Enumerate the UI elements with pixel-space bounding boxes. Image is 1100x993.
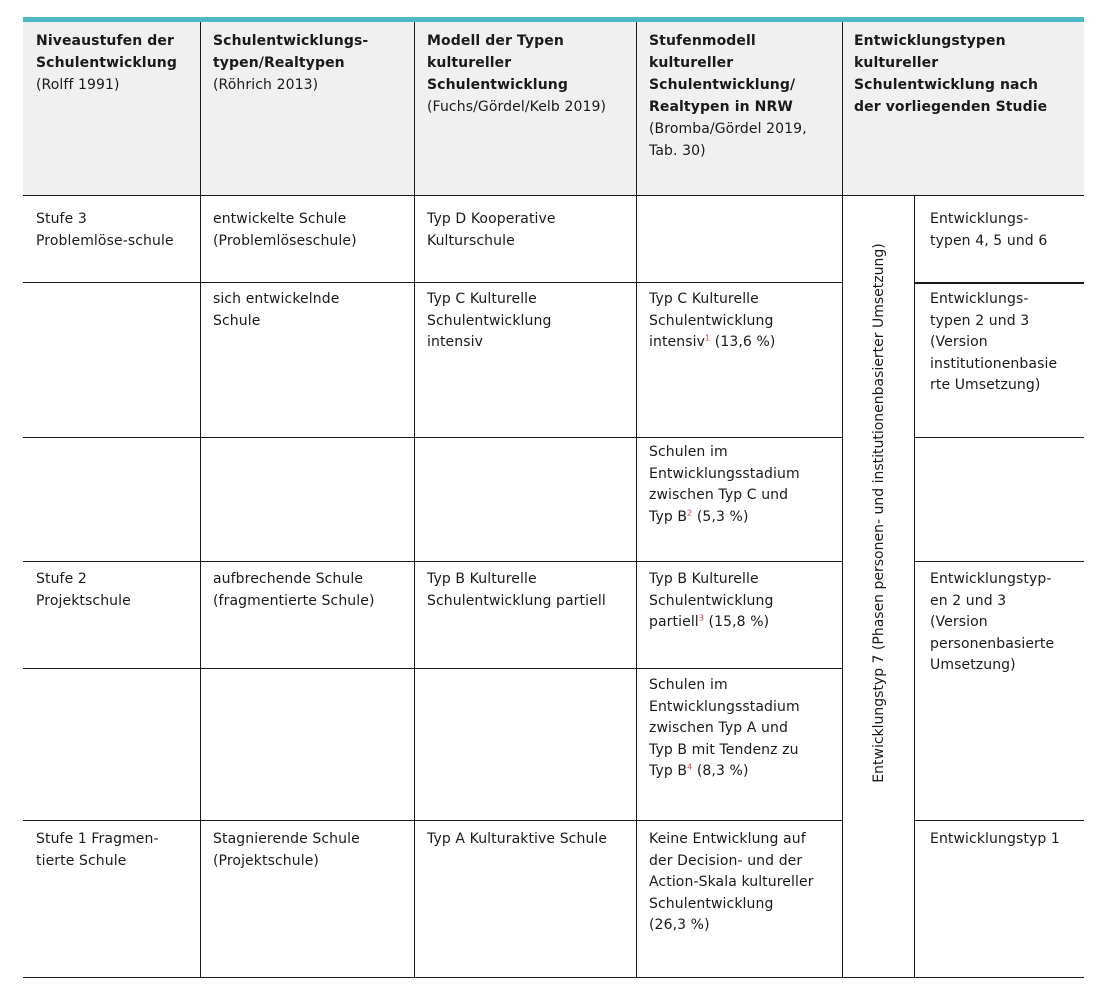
row-rule-3-right	[914, 561, 1084, 562]
header-col5-title: Entwicklungstypen kultureller Schulentwicklung nach der vorliegenden Studie	[854, 33, 1048, 115]
col-rule-2	[414, 22, 415, 977]
header-col-modell-typen	[427, 30, 632, 118]
footnote-marker: 3	[698, 613, 704, 623]
header-col-entwicklungstypen	[854, 30, 1080, 118]
table-row-2-col3: Typ C Kulturelle Schulentwicklung intensiv	[427, 291, 552, 350]
table-row-6-col1: Stufe 1 Fragmen- tierte Schule	[36, 831, 159, 869]
row-rule-1	[23, 282, 843, 283]
footnote-marker: 4	[687, 762, 693, 772]
header-col3-source: (Fuchs/Gördel/Kelb 2019)	[427, 99, 607, 115]
header-col-stufenmodell	[649, 30, 839, 162]
col-rule-1	[200, 22, 201, 977]
table-row-5-col4: Schulen im Entwicklungsstadium zwischen Typ A und Typ B mit Tendenz zu Typ B$^4$ (8,3 %)	[649, 677, 800, 779]
row-rule-1-right	[914, 282, 1084, 284]
table-row-2-col2: sich entwickelnde Schule	[213, 291, 340, 329]
table-row-1-col3: Typ D Kooperative Kulturschule	[427, 211, 556, 249]
table-row-6-col2: Stagnierende Schule (Projektschule)	[213, 831, 360, 869]
table-row-4-col1: Stufe 2 Projektschule	[36, 571, 131, 609]
table-row-6-col3: Typ A Kulturaktive Schule	[427, 831, 608, 847]
footnote-marker: 1	[705, 333, 711, 343]
table-row-4-col6: Entwicklungstyp- en 2 und 3 (Version personenbasierte Umsetzung)	[930, 571, 1055, 673]
header-bottom-rule	[23, 195, 1084, 196]
table-row-1-col1: Stufe 3 Problemlöse-schule	[36, 211, 174, 249]
header-col1-source: (Rolff 1991)	[36, 77, 120, 93]
row-rule-4	[23, 668, 843, 669]
vertical-label-entwicklungstyp-7: Entwicklungstyp 7 (Phasen personen- und institutionenbasierter Umsetzung)	[871, 242, 887, 783]
col-rule-5	[914, 195, 915, 977]
row-rule-5-right	[914, 820, 1084, 821]
table-row-1-col6: Entwicklungs- typen 4, 5 und 6	[930, 211, 1048, 249]
row-rule-2	[23, 437, 843, 438]
table-row-1-col2: entwickelte Schule (Problemlöseschule)	[213, 211, 357, 249]
header-col2-title: Schulentwicklungs- typen/Realtypen	[213, 33, 369, 71]
table-row-2-col4: Typ C Kulturelle Schulentwicklung intensiv$^1$ (13,6 %)	[649, 291, 776, 350]
header-col4-source: (Bromba/Gördel 2019, Tab. 30)	[649, 121, 807, 159]
vertical-label-cell	[845, 205, 913, 820]
row-rule-2-right	[914, 437, 1084, 438]
table-row-2-col6: Entwicklungs- typen 2 und 3 (Version institutionenbasie rte Umsetzung)	[930, 291, 1058, 393]
table-row-6-col6: Entwicklungstyp 1	[930, 831, 1060, 847]
row-rule-3	[23, 561, 843, 562]
header-col-niveaustufen	[36, 30, 196, 96]
table-row-4-col4: Typ B Kulturelle Schulentwicklung partiell$^3$ (15,8 %)	[649, 571, 774, 630]
table-row-6-col4: Keine Entwicklung auf der Decision- und der Action-Skala kultureller Schulentwicklung (26,3 %)	[649, 831, 814, 933]
header-col3-title: Modell der Typen kultureller Schulentwicklung	[427, 33, 568, 93]
header-col4-title: Stufenmodell kultureller Schulentwicklung/ Realtypen in NRW	[649, 33, 796, 115]
header-col2-source: (Röhrich 2013)	[213, 77, 319, 93]
col-rule-4	[842, 22, 843, 977]
table-row-4-col2: aufbrechende Schule (fragmentierte Schule)	[213, 571, 375, 609]
footnote-marker: 2	[687, 507, 693, 517]
table-row-4-col3: Typ B Kulturelle Schulentwicklung partiell	[427, 571, 606, 609]
row-rule-5	[23, 820, 843, 821]
table-row-3-col4: Schulen im Entwicklungsstadium zwischen Typ C und Typ B$^2$ (5,3 %)	[649, 444, 800, 525]
header-col-schulentwicklungstypen	[213, 30, 408, 96]
header-col1-title: Niveaustufen der Schulentwicklung	[36, 33, 177, 71]
table-bottom-rule	[23, 977, 1084, 978]
col-rule-3	[636, 22, 637, 977]
